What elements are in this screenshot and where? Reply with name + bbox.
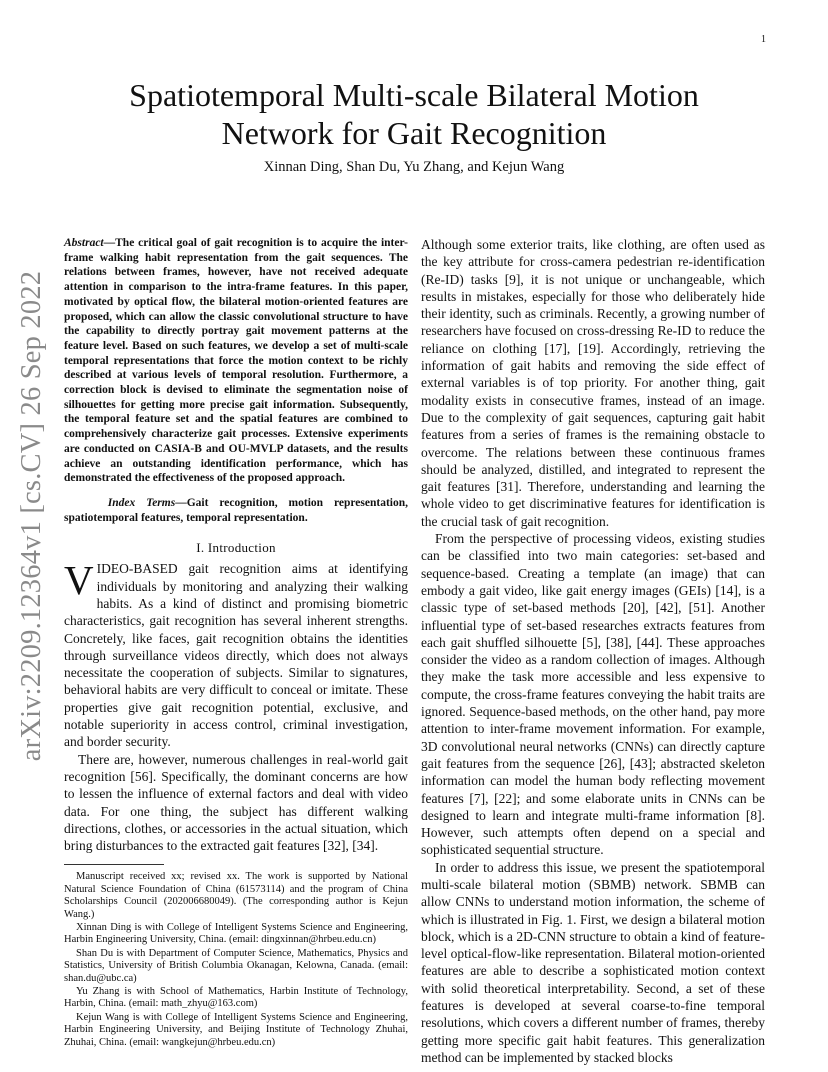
title-line-2: Network for Gait Recognition bbox=[221, 115, 607, 151]
section-heading-introduction: I. Introduction bbox=[196, 540, 276, 556]
right-column bbox=[421, 236, 765, 1066]
right-paragraph-3: In order to address this issue, we present the spatiotemporal multi-scale bilateral motion (SBMB) network. SBMB can allow CNNs to understand motion information, the scheme of which is illustrated in Fig. 1. First, we design a bilateral motion block, which is a 2D-CNN structure to obtain a kind of feature-level optical-flow-like representation. Bilateral motion-oriented features are able to describe a sophisticated motion context with solid theoretical interpretability. Second, a set of these features is developed at several coarse-to-fine temporal resolutions, which covers a different number of frames, thereby getting more specific gait habit features. This generalization method can be implemented by stacked blocks bbox=[421, 859, 765, 1065]
footnote-rule bbox=[64, 864, 164, 865]
arxiv-stamp bbox=[2, 270, 62, 762]
authors: Xinnan Ding, Shan Du, Yu Zhang, and Kejun Wang bbox=[263, 159, 565, 175]
right-paragraph-1: Although some exterior traits, like clothing, are often used as the key attribute for cross-camera pedestrian re-identification (Re-ID) tasks [9], it is not unique or unchangeable, which results in mistakes, especially for those who deliberately hide their identity, such as criminals. Recently, a growing number of researchers have focused on cross-dressing Re-ID to reduce the reliance on clothing [17], [19]. Accordingly, retrieving the information of gait habits and removing the side effect of external variables is of top priority. For another thing, gait modality exists in consecutive frames, instead of an image. Due to the complexity of gait sequences, capturing gait habit features from a series of frames is the remaining obstacle to overcome. The relations between these continuous frames should be analyzed, distilled, and integrated to represent the gait features [31]. Therefore, understanding and learning the whole video to get discriminative features for identification is the crucial task of gait recognition. bbox=[421, 237, 765, 529]
page-number: 1 bbox=[761, 34, 766, 45]
paper-title bbox=[60, 76, 768, 152]
arxiv-stamp-text: arXiv:2209.12364v1 [cs.CV] 26 Sep 2022 bbox=[16, 270, 47, 762]
left-column bbox=[64, 236, 408, 1049]
footnote-manuscript: Manuscript received xx; revised xx. The work is supported by National Natural Science Foundation of China (61573114) and the program of China Scholarships Council (202006680049). (The corresponding author is Kejun Wang.) bbox=[64, 871, 408, 920]
drop-cap: V bbox=[64, 557, 94, 604]
intro-paragraph-2: There are, however, numerous challenges in real-world gait recognition [56]. Specifically, the dominant concerns are how to lessen the influence of external factors and deal with video data. For one thing, the subject has different walking directions, clothes, or accessories in the actual situation, which bring disturbances to the extracted gait features [32], [34]. bbox=[64, 751, 408, 854]
footnote-author-zhang: Yu Zhang is with School of Mathematics, Harbin Institute of Technology, Harbin, China. (email: math_zhyu@163.com) bbox=[64, 986, 408, 1010]
footnote-author-wang: Kejun Wang is with College of Intelligent Systems Science and Engineering, Harbin Engineering University, and Beijing Institute of Technology Zhuhai, Zhuhai, China. (email: wangkejun@hrbeu.edu.cn) bbox=[64, 1011, 408, 1048]
intro-paragraph-1 bbox=[64, 557, 408, 750]
abstract: Abstract—The critical goal of gait recognition is to acquire the inter-frame walking habit representation from the gait sequences. The relations between frames, however, have not received adequate attention in comparison to the intra-frame features. In this paper, motivated by optical flow, the bilateral motion-oriented features are proposed, which can allow the classic convolutional structure to have the capability to directly portray gait movement patterns at the feature level. Based on such features, we develop a set of multi-scale temporal representations that force the motion context to be richly described at various levels of temporal resolution. Furthermore, a correction block is devised to eliminate the segmentation noise of silhouettes for getting more precise gait information. Subsequently, the temporal feature set and the spatial features are combined to comprehensively characterize gait processes. Extensive experiments are conducted on CASIA-B and OU-MVLP datasets, and the results achieve an outstanding identification performance, which has demonstrated the effectiveness of the proposed approach. bbox=[64, 237, 408, 485]
index-terms-text: Gait recognition, motion representation, spatiotemporal features, temporal representation. bbox=[64, 496, 409, 524]
footnote-author-du: Shan Du is with Department of Computer Science, Mathematics, Physics and Statistics, University of British Columbia Okanagan, Kelowna, Canada. (email: shan.du@ubc.ca) bbox=[64, 947, 408, 984]
footnote-author-ding: Xinnan Ding is with College of Intelligent Systems Science and Engineering, Harbin Engineering University, China. (email: dingxinnan@hrbeu.edu.cn) bbox=[64, 922, 408, 946]
right-paragraph-2: From the perspective of processing videos, existing studies can be classified into two main categories: set-based and sequence-based. Creating a template (an image) that can embody a gait video, like gait energy images (GEIs) [14], is a classic type of set-based methods [20], [42], [51]. Another influential type of set-based researches extracts features from each gait shuffled silhouette [5], [38], [44]. These approaches consider the video as a random collection of images. Although they make the task more accessible and less expensive to compute, the cross-frame features conveying the habit traits are ignored. Sequence-based methods, on the other hand, pay more attention to inter-frame movement information. For example, 3D convolutional neural networks (CNNs) can directly capture gait features from the sequence [26], [43]; abstracted skeleton information can model the human body reflecting movement features [7], [22]; and some elaborate units in CNNs can be designed to learn and integrate multi-frame information [8]. However, such attempts often depend on a special and sophisticated sequential structure. bbox=[421, 531, 765, 858]
index-terms-label: Index Terms bbox=[107, 496, 176, 509]
abstract-label: Abstract bbox=[64, 237, 104, 249]
intro-paragraph-1-text: IDEO-BASED gait recognition aims at identifying individuals by monitoring and analyzing their walking habits. As a kind of distinct and promising biometric characteristics, gait recognition has several inherent strengths. Concretely, like faces, gait recognition obtains the identities through surveillance videos directly, which does not always necessitate the cooperation of subjects. Similar to signatures, behavioral habits are very difficult to conceal or imitate. These properties give gait recognition potential, exclusive, and notable superiority in access control, criminal investigation, and border security. bbox=[64, 561, 408, 750]
abstract-text: The critical goal of gait recognition is to acquire the inter-frame walking habit representation from the gait sequences. The relations between frames, however, have not received adequate attention in comparison to the intra-frame features. In this paper, motivated by optical flow, the bilateral motion-oriented features are proposed, which can allow the classic convolutional structure to have the capability to directly portray gait movement patterns at the feature level. Based on such features, we develop a set of multi-scale temporal representations that force the motion context to be richly described at various levels of temporal resolution. Furthermore, a correction block is devised to eliminate the segmentation noise of silhouettes for getting more precise gait information. Subsequently, the temporal feature set and the spatial features are combined to comprehensively characterize gait processes. Extensive experiments are conducted on CASIA-B and OU-MVLP datasets, and the results achieve an outstanding identification performance, which has demonstrated the effectiveness of the proposed approach. bbox=[64, 237, 408, 485]
index-terms: Index Terms—Gait recognition, motion representation, spatiotemporal features, temporal representation. bbox=[64, 496, 409, 524]
title-line-1: Spatiotemporal Multi-scale Bilateral Motion bbox=[129, 77, 699, 113]
